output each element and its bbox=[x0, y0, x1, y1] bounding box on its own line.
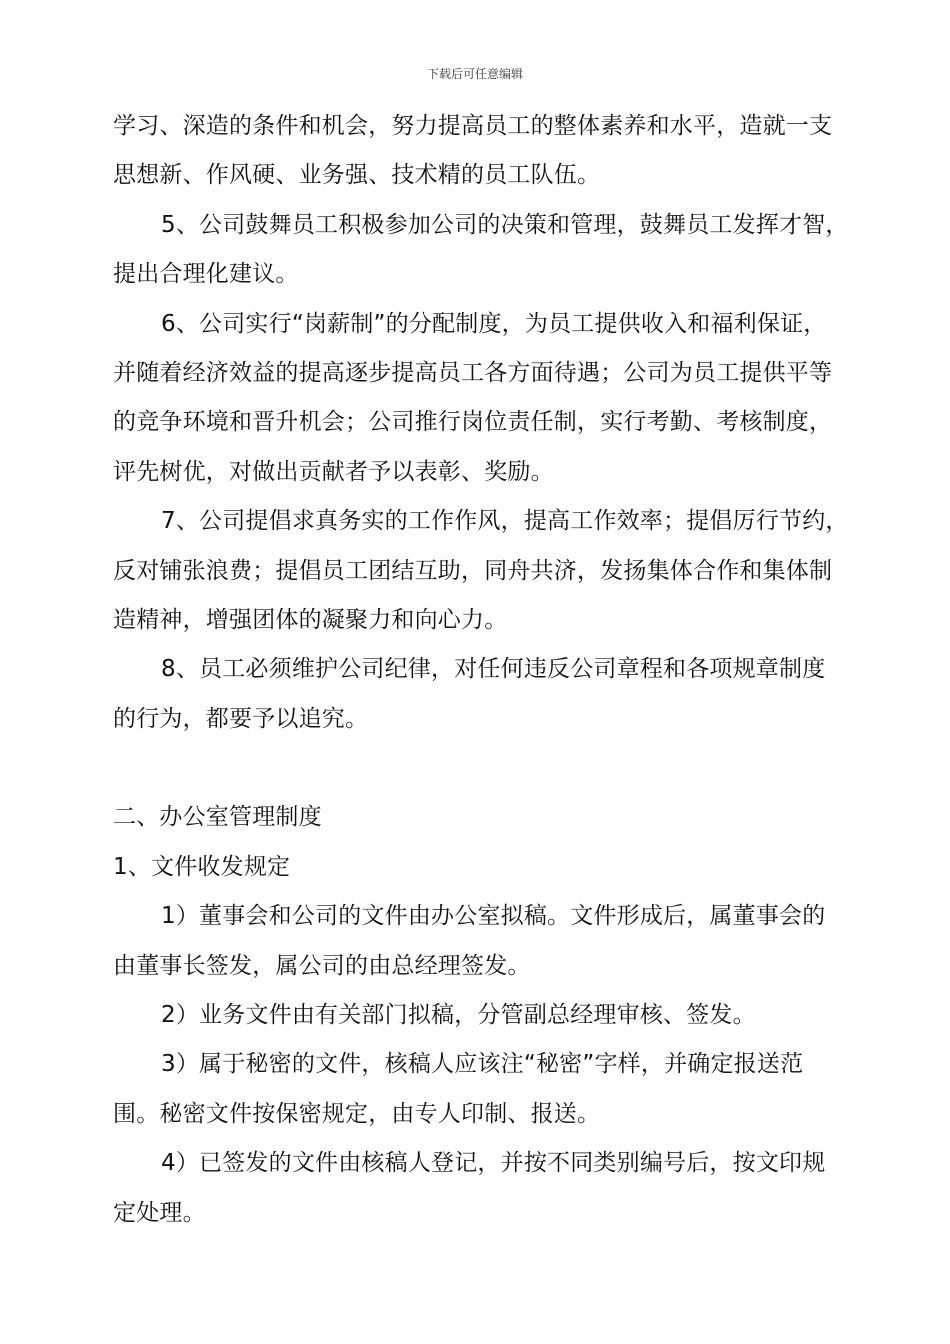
paragraph-line: 3）属于秘密的文件，核稿人应该注“秘密”字样，并确定报送范 bbox=[161, 1051, 804, 1078]
paragraph-line: 8、员工必须维护公司纪律，对任何违反公司章程和各项规章制度 bbox=[161, 656, 826, 683]
paragraph-line: 思想新、作风硬、业务强、技术精的员工队伍。 bbox=[113, 162, 601, 189]
paragraph-line: 提出合理化建议。 bbox=[113, 261, 299, 288]
page-header: 下载后可任意编辑 bbox=[426, 67, 523, 81]
paragraph-line: 7、公司提倡求真务实的工作作风，提高工作效率；提倡厉行节约， bbox=[161, 508, 849, 535]
paragraph-line: 的竞争环境和晋升机会；公司推行岗位责任制，实行考勤、考核制度， bbox=[113, 409, 833, 436]
paragraph-line: 围。秘密文件按保密规定，由专人印制、报送。 bbox=[113, 1100, 601, 1127]
paragraph-line: 学习、深造的条件和机会，努力提高员工的整体素养和水平，造就一支 bbox=[113, 113, 833, 139]
paragraph-line: 并随着经济效益的提高逐步提高员工各方面待遇；公司为员工提供平等 bbox=[113, 359, 833, 386]
paragraph-line: 2）业务文件由有关部门拟稿，分管副总经理审核、签发。 bbox=[161, 1002, 756, 1029]
paragraph-line: 定处理。 bbox=[113, 1199, 206, 1226]
paragraph-line: 反对铺张浪费；提倡员工团结互助，同舟共济，发扬集体合作和集体制 bbox=[113, 557, 833, 584]
paragraph-line: 造精神，增强团体的凝聚力和向心力。 bbox=[113, 606, 508, 633]
paragraph-line: 评先树优，对做出贡献者予以表彰、奖励。 bbox=[113, 458, 554, 485]
blank-line bbox=[113, 744, 873, 793]
paragraph-line: 5、公司鼓舞员工积极参加公司的决策和管理，鼓舞员工发挥才智， bbox=[161, 211, 849, 238]
paragraph-line: 4）已签发的文件由核稿人登记，并按不同类别编号后，按文印规 bbox=[161, 1150, 826, 1177]
subsection-heading: 1、文件收发规定 bbox=[113, 853, 291, 880]
paragraph-line: 的行为，都要予以追究。 bbox=[113, 705, 369, 732]
section-heading: 二、办公室管理制度 bbox=[113, 804, 322, 831]
paragraph-line: 1）董事会和公司的文件由办公室拟稿。文件形成后，属董事会的 bbox=[161, 903, 826, 930]
paragraph-line: 由董事长签发，属公司的由总经理签发。 bbox=[113, 952, 531, 979]
paragraph-line: 6、公司实行“岗薪制”的分配制度，为员工提供收入和福利保证， bbox=[161, 310, 827, 337]
document-body bbox=[113, 102, 873, 1238]
